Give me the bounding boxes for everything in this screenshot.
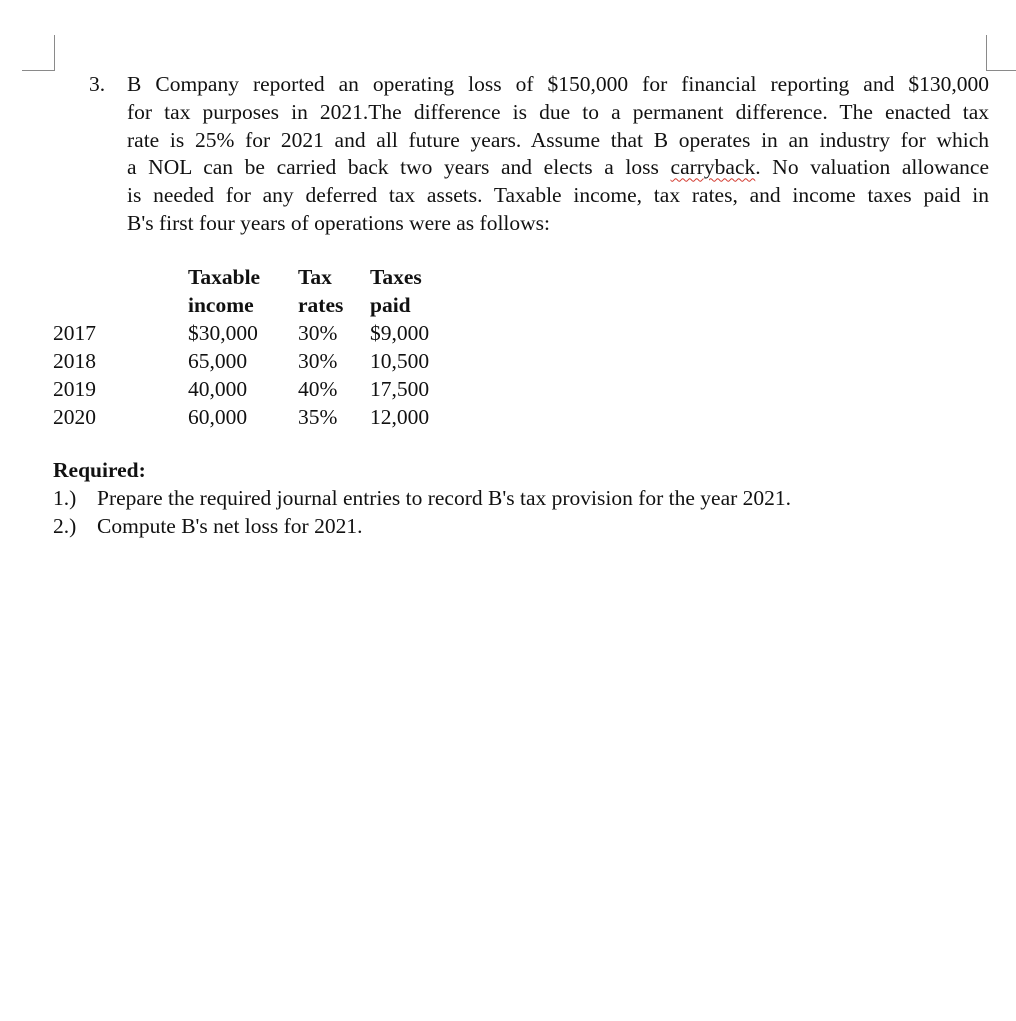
header-tax: Tax: [298, 265, 332, 289]
table-header-row: [53, 263, 450, 291]
table-row: [53, 347, 450, 375]
cell-paid: 10,500: [370, 349, 430, 373]
required-item-number: 2.): [53, 514, 77, 539]
problem-number: 3.: [89, 72, 106, 96]
table-row: [53, 319, 450, 347]
cell-year: 2019: [53, 377, 96, 401]
cell-paid: 12,000: [370, 405, 430, 429]
table-row: [53, 403, 450, 431]
problem-paragraph: [127, 71, 989, 238]
cell-rate: 40%: [298, 377, 338, 401]
cell-rate: 35%: [298, 405, 338, 429]
problem-line: for tax purposes in 2021.The difference is due to a permanent difference. The enacted tax: [127, 99, 989, 124]
header-paid: paid: [370, 293, 411, 317]
problem-line: rate is 25% for 2021 and all future years. Assume that B operates in an industry for which: [127, 127, 989, 152]
required-section: [53, 456, 791, 541]
cell-rate: 30%: [298, 349, 338, 373]
problem-line: B Company reported an operating loss of $150,000 for financial reporting and $130,000: [127, 72, 989, 96]
header-taxable: Taxable: [188, 265, 261, 289]
required-heading: Required:: [53, 458, 146, 482]
page-corner-mark-right: [986, 35, 1016, 71]
problem-line-segment: a NOL can be carried back two years and elects a loss: [127, 155, 671, 180]
cell-paid: 17,500: [370, 377, 430, 401]
required-item-text: Compute B's net loss for 2021.: [97, 514, 363, 539]
page-corner-mark-left: [22, 35, 55, 71]
problem-line: B's first four years of operations were as follows:: [127, 210, 551, 235]
table-header-row: [53, 291, 450, 319]
header-income: income: [188, 293, 254, 317]
cell-year: 2020: [53, 405, 96, 429]
problem-line: is needed for any deferred tax assets. Taxable income, tax rates, and income taxes paid in: [127, 183, 989, 208]
header-year: [53, 263, 188, 291]
problem-line: [127, 154, 989, 182]
cell-year: 2018: [53, 349, 96, 373]
cell-income: 40,000: [188, 377, 248, 401]
problem-line-segment: . No valuation allowance: [755, 155, 989, 180]
cell-income: $30,000: [188, 321, 258, 345]
tax-history-table: [53, 263, 450, 431]
header-rates: rates: [298, 293, 344, 317]
header-year-sub: [53, 291, 188, 319]
cell-year: 2017: [53, 321, 96, 345]
spellcheck-flagged-word[interactable]: carryback: [670, 155, 756, 180]
cell-rate: 30%: [298, 321, 338, 345]
cell-income: 60,000: [188, 405, 248, 429]
cell-income: 65,000: [188, 349, 248, 373]
required-item: [53, 484, 791, 512]
cell-paid: $9,000: [370, 321, 430, 345]
required-item-number: 1.): [53, 486, 77, 511]
required-item-text: Prepare the required journal entries to record B's tax provision for the year 2021.: [97, 486, 792, 511]
header-taxes: Taxes: [370, 265, 422, 289]
required-item: [53, 512, 791, 540]
table-row: [53, 375, 450, 403]
